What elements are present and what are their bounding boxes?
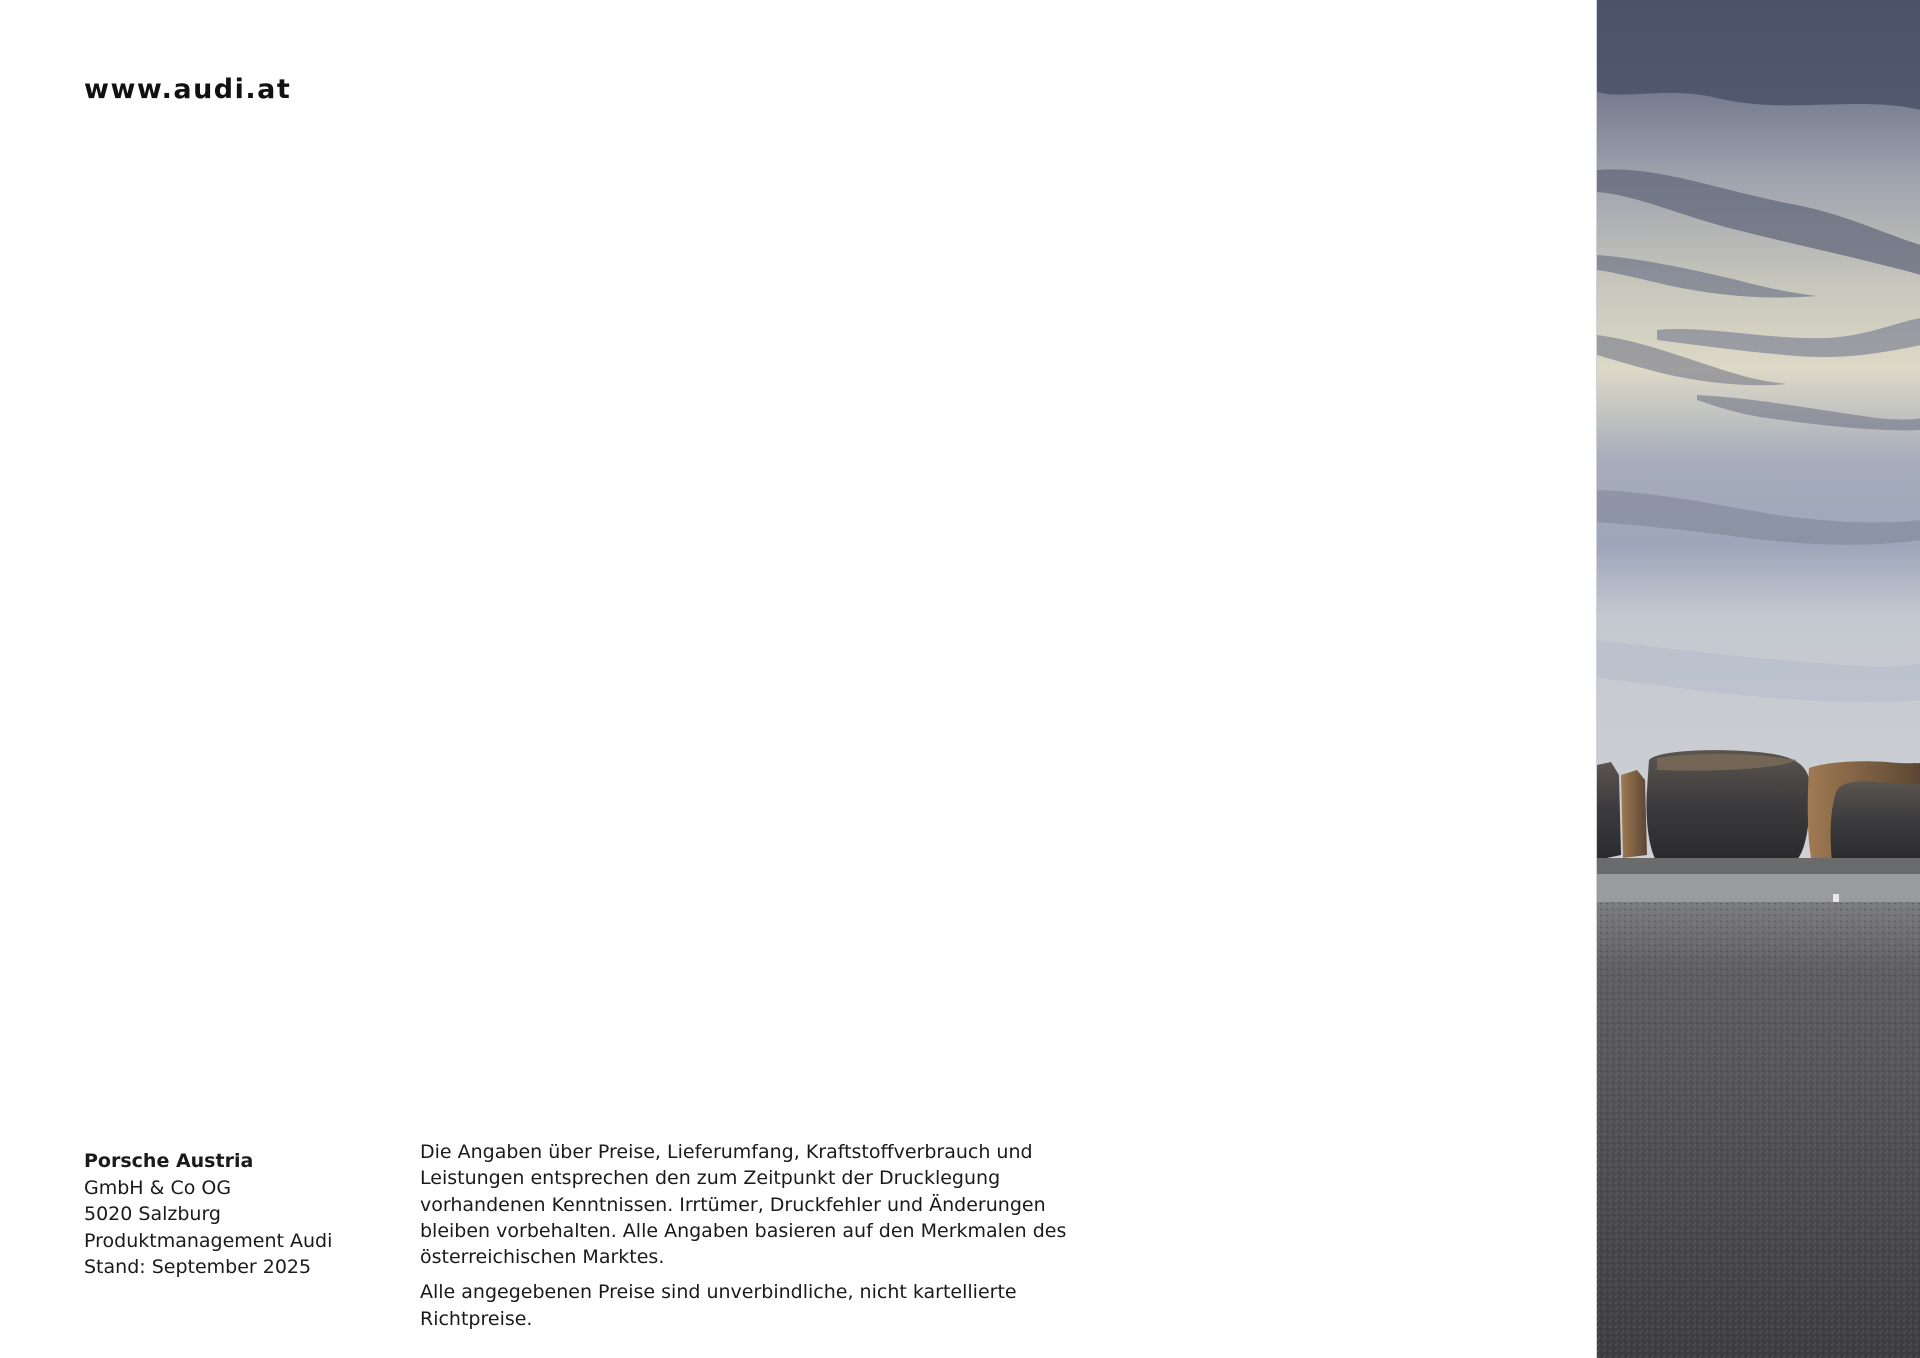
imprint-block [84,1148,384,1281]
imprint-line: GmbH & Co OG [84,1176,232,1199]
website-url[interactable]: www.audi.at [84,74,292,105]
imprint-line: Stand: September 2025 [84,1256,312,1278]
disclaimer-block [420,1139,1120,1332]
imprint-line: 5020 Salzburg [84,1203,221,1225]
imprint-line: Produktmanagement Audi [84,1229,333,1252]
landscape-photo-svg [1597,0,1920,1358]
imprint-company: Porsche Austria [84,1150,254,1172]
landscape-photo [1596,0,1920,1358]
disclaimer-paragraph: Die Angaben über Preise, Lieferumfang, Kraftstoffverbrauch und Leistungen entsprechen den zum Zeitpunkt der Drucklegung vorhandenen Kenntnissen. Irrtümer, Druckfehler und Änderungen bleiben vorbehalten. Alle Angaben basieren auf den Merkmalen des österreichischen Marktes. [420,1141,1067,1269]
disclaimer-paragraph: Alle angegebenen Preise sind unverbindliche, nicht kartellierte Richtpreise. [420,1281,1017,1330]
